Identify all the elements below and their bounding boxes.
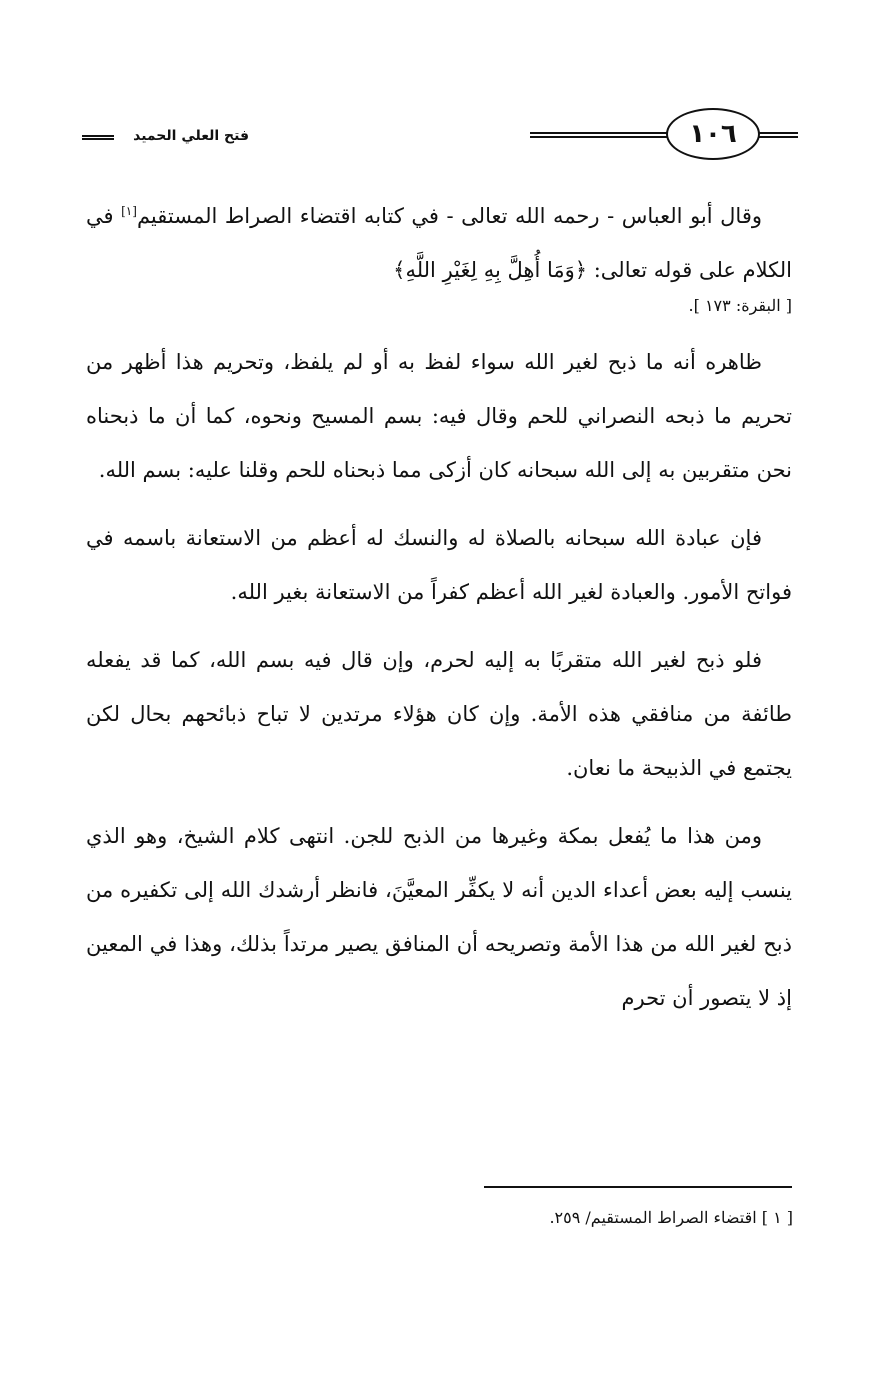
footnote-reference: [١] [121, 204, 137, 218]
paragraph-3-text: فإن عبادة الله سبحانه بالصلاة له والنسك له أعظم من الاستعانة باسمه في فواتح الأمور. والعبادة لغير الله أعظم كفراً من الاستعانة بغير الله. [86, 526, 792, 604]
page-number: ١٠٦ [689, 119, 737, 149]
paragraph-1-text: وقال أبو العباس - رحمه الله تعالى - في كتابه اقتضاء الصراط المستقيم [136, 204, 762, 228]
page-header [60, 102, 805, 162]
book-title: فتح العلي الحميد [133, 128, 249, 144]
paragraph-2-text: ظاهره أنه ما ذبح لغير الله سواء لفظ به أو لم يلفظ، وتحريم هذا أظهر من تحريم ما ذبحه النصراني للحم وقال فيه: بسم المسيح ونحوه، كما أن ما ذبحناه نحن متقربين به إلى الله سبحانه كان أزكى مما ذبحناه للحم وقلنا عليه: بسم الله. [86, 350, 792, 482]
paragraph-4-text: فلو ذبح لغير الله متقربًا به إليه لحرم، وإن قال فيه بسم الله، كما قد يفعله طائفة من منافقي هذه الأمة. وإن كان هؤلاء مرتدين لا تباح ذبائحهم بحال لكن يجتمع في الذبيحة ما نعان. [86, 648, 792, 780]
quran-citation: [ البقرة: ١٧٣ ]. [688, 296, 792, 315]
paragraph-5-text: ومن هذا ما يُفعل بمكة وغيرها من الذبح للجن. انتهى كلام الشيخ، وهو الذي ينسب إليه بعض أعداء الدين أنه لا يكفِّر المعيَّنَ، فانظر أرشدك الله إلى تكفيره من ذبح لغير الله من هذا الأمة وتصريحه أن المنافق يصير مرتداً بذلك، وهذا في المعين إذ لا يتصور أن تحرم [86, 824, 792, 1010]
header-rule-left [82, 135, 114, 140]
main-text [86, 184, 792, 1039]
paragraph-1 [86, 184, 792, 321]
footnote: [ ١ ] اقتضاء الصراط المستقيم/ ٢٥٩. [549, 1208, 793, 1227]
page-number-badge [666, 108, 760, 160]
paragraph-2 [86, 335, 792, 497]
paragraph-1-quran-text: في الكلام على قوله تعالى: ﴿وَمَا أُهِلَّ بِهِ لِغَيْرِ اللَّهِ﴾ [86, 204, 792, 282]
paragraph-5 [86, 809, 792, 1025]
footnote-divider [484, 1186, 792, 1188]
paragraph-3 [86, 511, 792, 619]
paragraph-4 [86, 633, 792, 795]
